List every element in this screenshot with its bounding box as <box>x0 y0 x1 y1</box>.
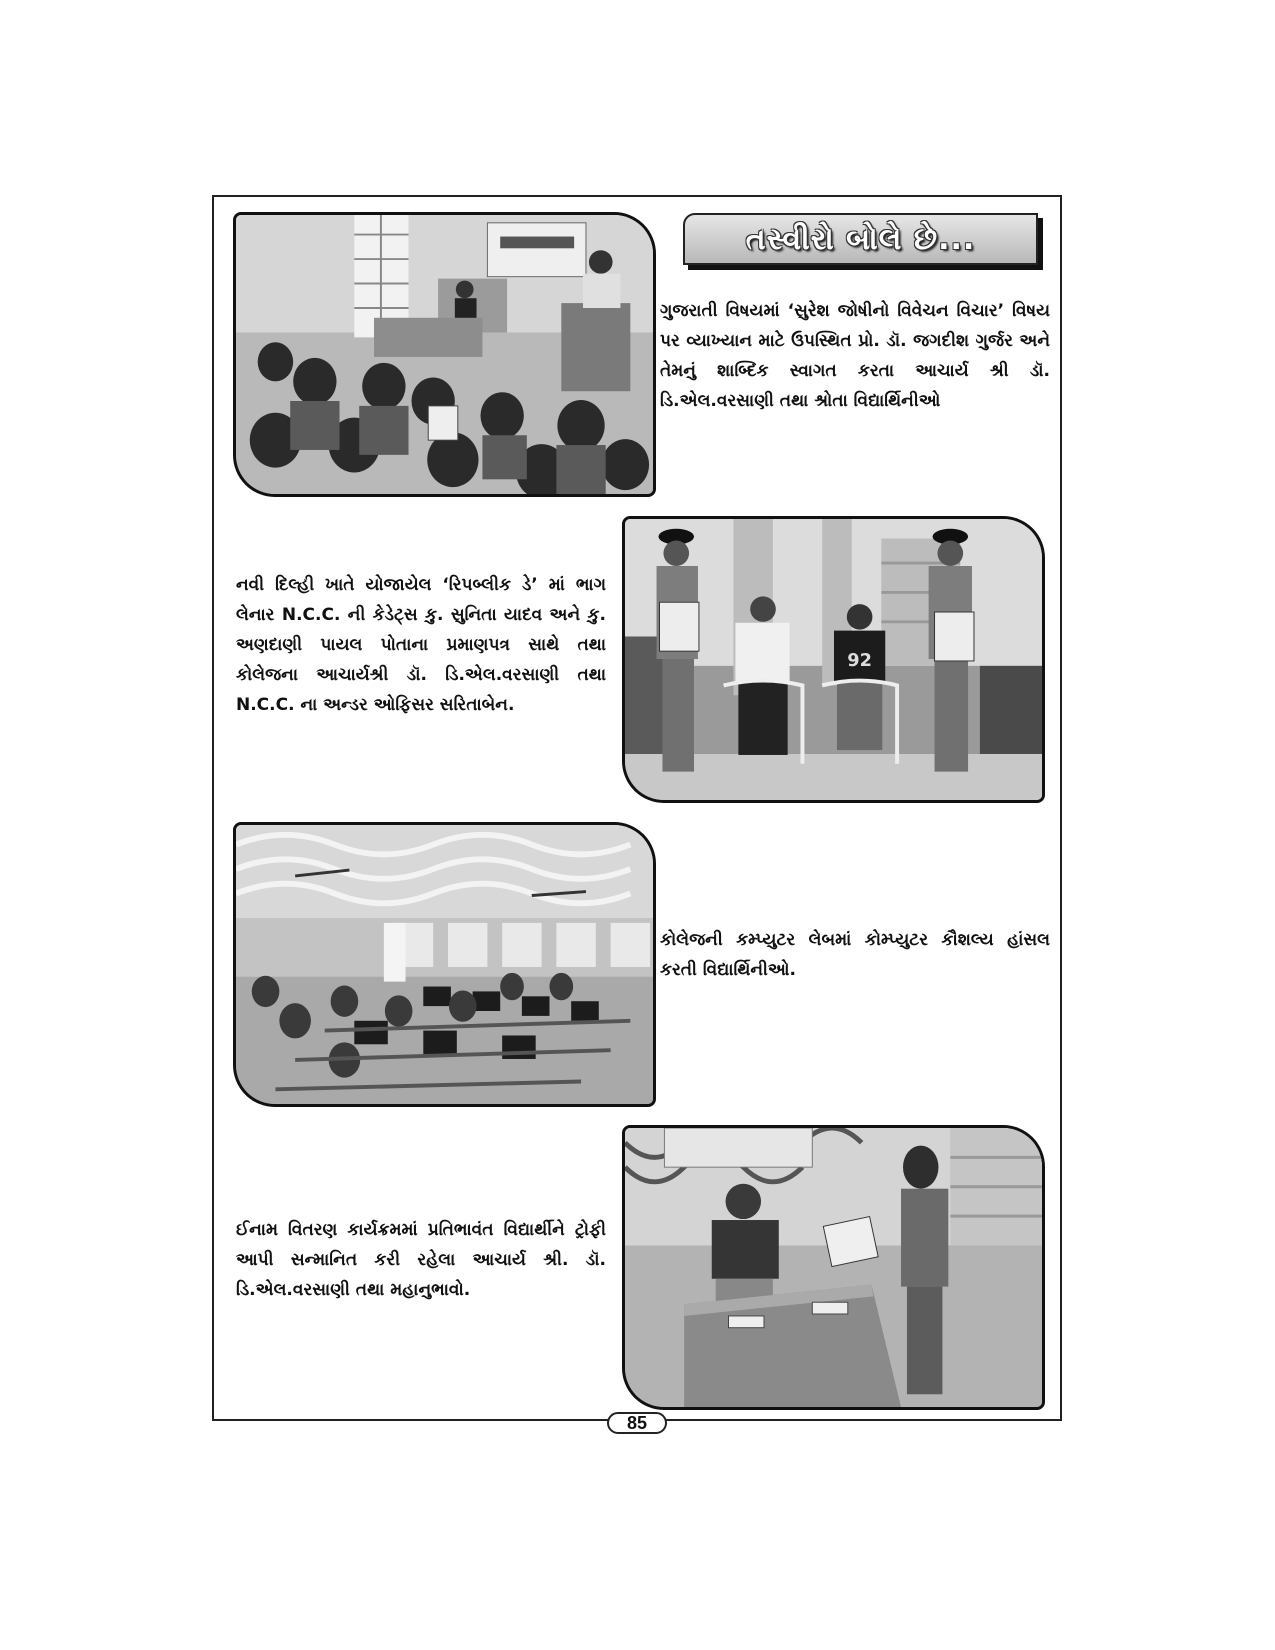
caption-lecture: ગુજરાતી વિષયમાં ‘સુરેશ જોષીનો વિવેચન વિચાર’ વિષય પર વ્યાખ્યાન માટે ઉપસ્થિત પ્રો. ડૉ. જગદીશ ગુર્જર અને તેમનું શાબ્દિક સ્વાગત કરતા આચાર્ય શ્રી ડૉ. ડિ.એલ.વરસાણી તથા શ્રોતા વિદ્યાર્થિનીઓ <box>660 301 1050 411</box>
photo-computer-lab <box>233 822 656 1107</box>
page-title: તસ્વીરો બોલે છે... <box>745 221 976 257</box>
caption-ncc-cadets: નવી દિલ્હી ખાતે યોજાયેલ ‘રિપબ્લીક ડે’ માં ભાગ લેનાર N.C.C. ની કેડેટ્સ કુ. સુનિતા યાદવ અને કુ. અણદાણી પાયલ પોતાના પ્રમાણપત્ર સાથે તથા કોલેજના આચાર્યશ્રી ડૉ. ડિ.એલ.વરસાણી તથા N.C.C. ના અન્ડર ઓફિસર સરિતાબેન. <box>236 575 606 715</box>
caption-computer-lab: કોલેજની કમ્પ્યુટર લેબમાં કોમ્પ્યુટર કૌશલ્ય હાંસલ કરતી વિદ્યાર્થિનીઓ. <box>660 930 1050 980</box>
photo-prize-distribution <box>622 1125 1045 1410</box>
page-title-banner <box>683 213 1038 265</box>
shirt-number-text: 92 <box>847 650 872 671</box>
photo-lecture <box>233 212 656 497</box>
caption-prize-distribution: ઈનામ વિતરણ કાર્યક્રમમાં પ્રતિભાવંત વિદ્યાર્થીને ટ્રોફી આપી સન્માનિત કરી રહેલા આચાર્ય શ્રી. ડૉ. ડિ.એલ.વરસાણી તથા મહાનુભાવો. <box>236 1220 606 1300</box>
photo-ncc-cadets <box>622 516 1045 803</box>
page-number: 85 <box>607 1412 667 1434</box>
